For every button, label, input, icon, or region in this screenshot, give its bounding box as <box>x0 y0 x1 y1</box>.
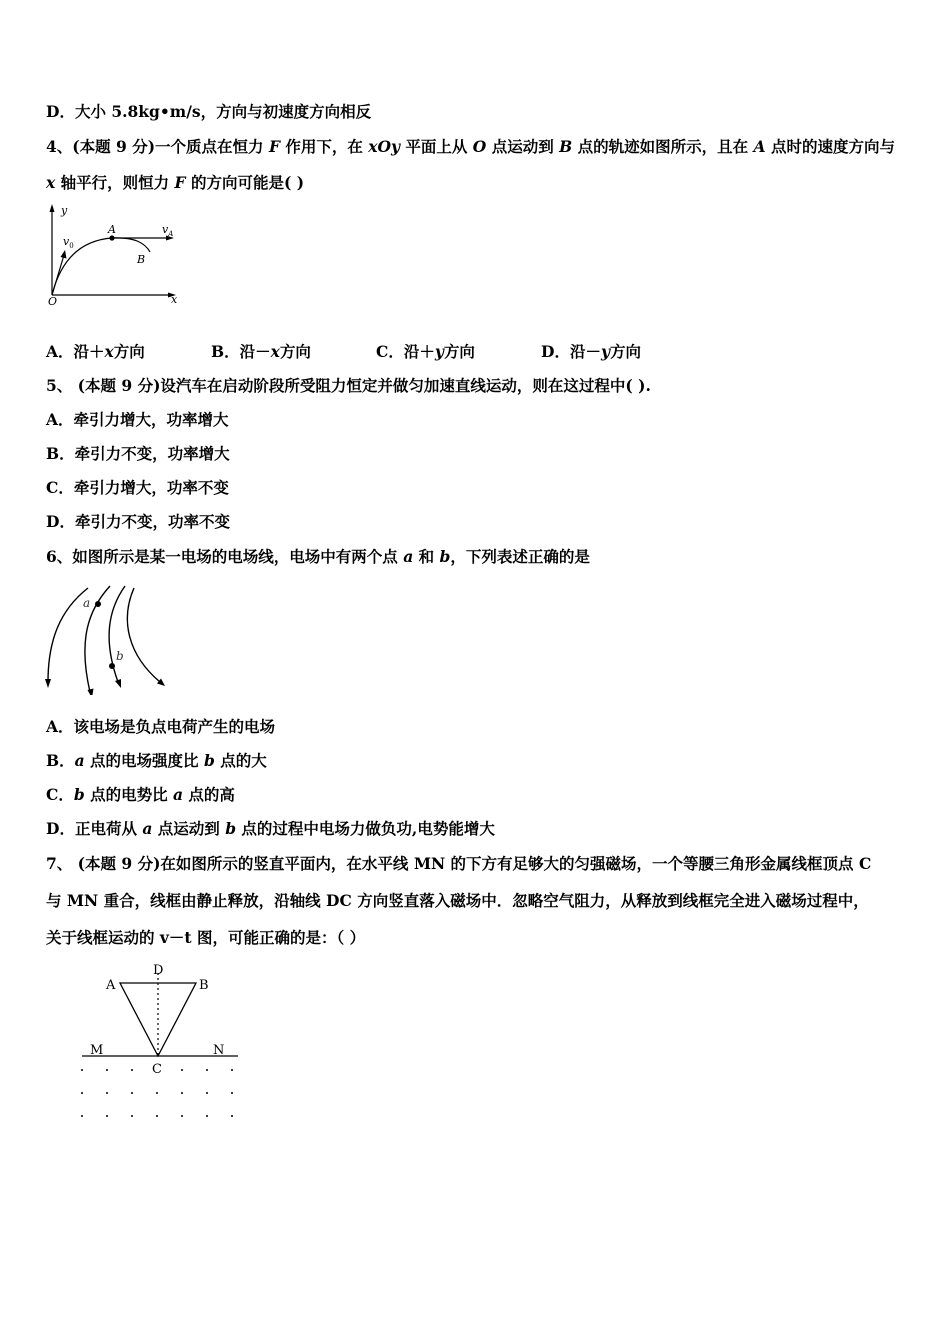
q4-option-a: A．沿＋x方向 <box>46 342 145 361</box>
field-dot <box>106 1115 108 1117</box>
q4-options <box>46 342 641 362</box>
q5-option-c: C．牵引力增大，功率不变 <box>46 478 229 497</box>
field-line-4 <box>127 588 160 682</box>
label-m: M <box>90 1043 104 1058</box>
field-line-1 <box>48 588 91 682</box>
q6-stem: 6、如图所示是某一电场的电场线，电场中有两个点 a 和 b，下列表述正确的是 <box>46 547 590 566</box>
field-dot <box>81 1115 83 1117</box>
vA-label: $v_A$ <box>162 223 174 238</box>
field-dot <box>131 1069 133 1071</box>
point-a-dot <box>95 601 101 607</box>
q4-stem-line1: 4、(本题 9 分)一个质点在恒力 F 作用下，在 xOy 平面上从 O 点运动到 B 点的轨迹如图所示，且在 A 点时的速度方向与 <box>46 137 895 156</box>
q7-stem-line2: 与 MN 重合，线框由静止释放，沿轴线 DC 方向竖直落入磁场中．忽略空气阻力，从释放到线框完全进入磁场过程中， <box>46 891 869 910</box>
x-axis-label: x <box>171 293 178 306</box>
q6-option-a: A．该电场是负点电荷产生的电场 <box>46 717 276 736</box>
q4-option-b: B．沿－x方向 <box>211 342 311 361</box>
field-line-2-arrow <box>88 689 94 696</box>
field-dot <box>206 1115 208 1117</box>
q7-stem-line1: 7、 (本题 9 分)在如图所示的竖直平面内，在水平线 MN 的下方有足够大的匀强磁场，一个等腰三角形金属线框顶点 C <box>46 854 872 873</box>
q4-stem-line2: x 轴平行，则恒力 F 的方向可能是( ) <box>46 173 305 192</box>
field-dot <box>231 1092 233 1094</box>
label-a: A <box>106 978 116 993</box>
origin-label: O <box>48 295 58 308</box>
q5-option-b: B．牵引力不变，功率增大 <box>46 444 230 463</box>
q4-option-d: D．沿－y方向 <box>541 342 641 361</box>
field-dot <box>206 1092 208 1094</box>
q7-stem-line3: 关于线框运动的 v－t 图，可能正确的是：（ ） <box>46 928 366 947</box>
field-dot <box>231 1069 233 1071</box>
label-b: B <box>199 978 209 993</box>
v0-label: $v_0$ <box>63 235 74 250</box>
field-dot <box>131 1092 133 1094</box>
v0-arrowhead <box>61 250 67 259</box>
q4-option-c: C．沿＋y方向 <box>376 342 475 361</box>
q6-option-d: D．正电荷从 a 点运动到 b 点的过程中电场力做负功,电势能增大 <box>46 819 495 838</box>
point-b-label: b <box>116 649 124 663</box>
field-dot <box>156 1115 158 1117</box>
point-a-label: a <box>83 596 91 610</box>
q6-field-lines-figure <box>38 580 178 695</box>
label-d: D <box>153 963 164 978</box>
y-axis-label: y <box>61 204 68 217</box>
field-dot <box>206 1069 208 1071</box>
field-dot <box>106 1069 108 1071</box>
field-dot <box>106 1092 108 1094</box>
field-dot <box>131 1115 133 1117</box>
q6-option-b: B．a 点的电场强度比 b 点的大 <box>46 751 267 770</box>
point-b-label: B <box>137 253 146 266</box>
field-dot <box>181 1092 183 1094</box>
q3-option-d: D．大小 5.8kg•m/s，方向与初速度方向相反 <box>46 102 372 121</box>
point-b-dot <box>109 663 115 669</box>
field-dot <box>156 1092 158 1094</box>
q7-frame-figure <box>70 958 250 1128</box>
q6-option-c: C．b 点的电势比 a 点的高 <box>46 785 235 804</box>
field-dot <box>181 1069 183 1071</box>
point-a-dot <box>109 235 114 240</box>
label-n: N <box>213 1043 225 1058</box>
point-a-label: A <box>108 223 116 236</box>
v0-vector <box>52 255 64 295</box>
field-dot <box>231 1115 233 1117</box>
q5-option-d: D．牵引力不变，功率不变 <box>46 512 230 531</box>
q5-stem: 5、 (本题 9 分)设汽车在启动阶段所受阻力恒定并做匀加速直线运动，则在这过程中( ). <box>46 376 651 395</box>
field-line-3-arrow <box>115 679 121 688</box>
q5-option-a: A．牵引力增大，功率增大 <box>46 410 229 429</box>
q4-trajectory-figure <box>40 200 190 310</box>
field-dot <box>181 1115 183 1117</box>
field-dot <box>81 1069 83 1071</box>
y-axis-arrow <box>50 204 55 212</box>
field-line-1-arrow <box>45 679 51 688</box>
field-dot <box>81 1092 83 1094</box>
label-c: C <box>152 1062 162 1077</box>
